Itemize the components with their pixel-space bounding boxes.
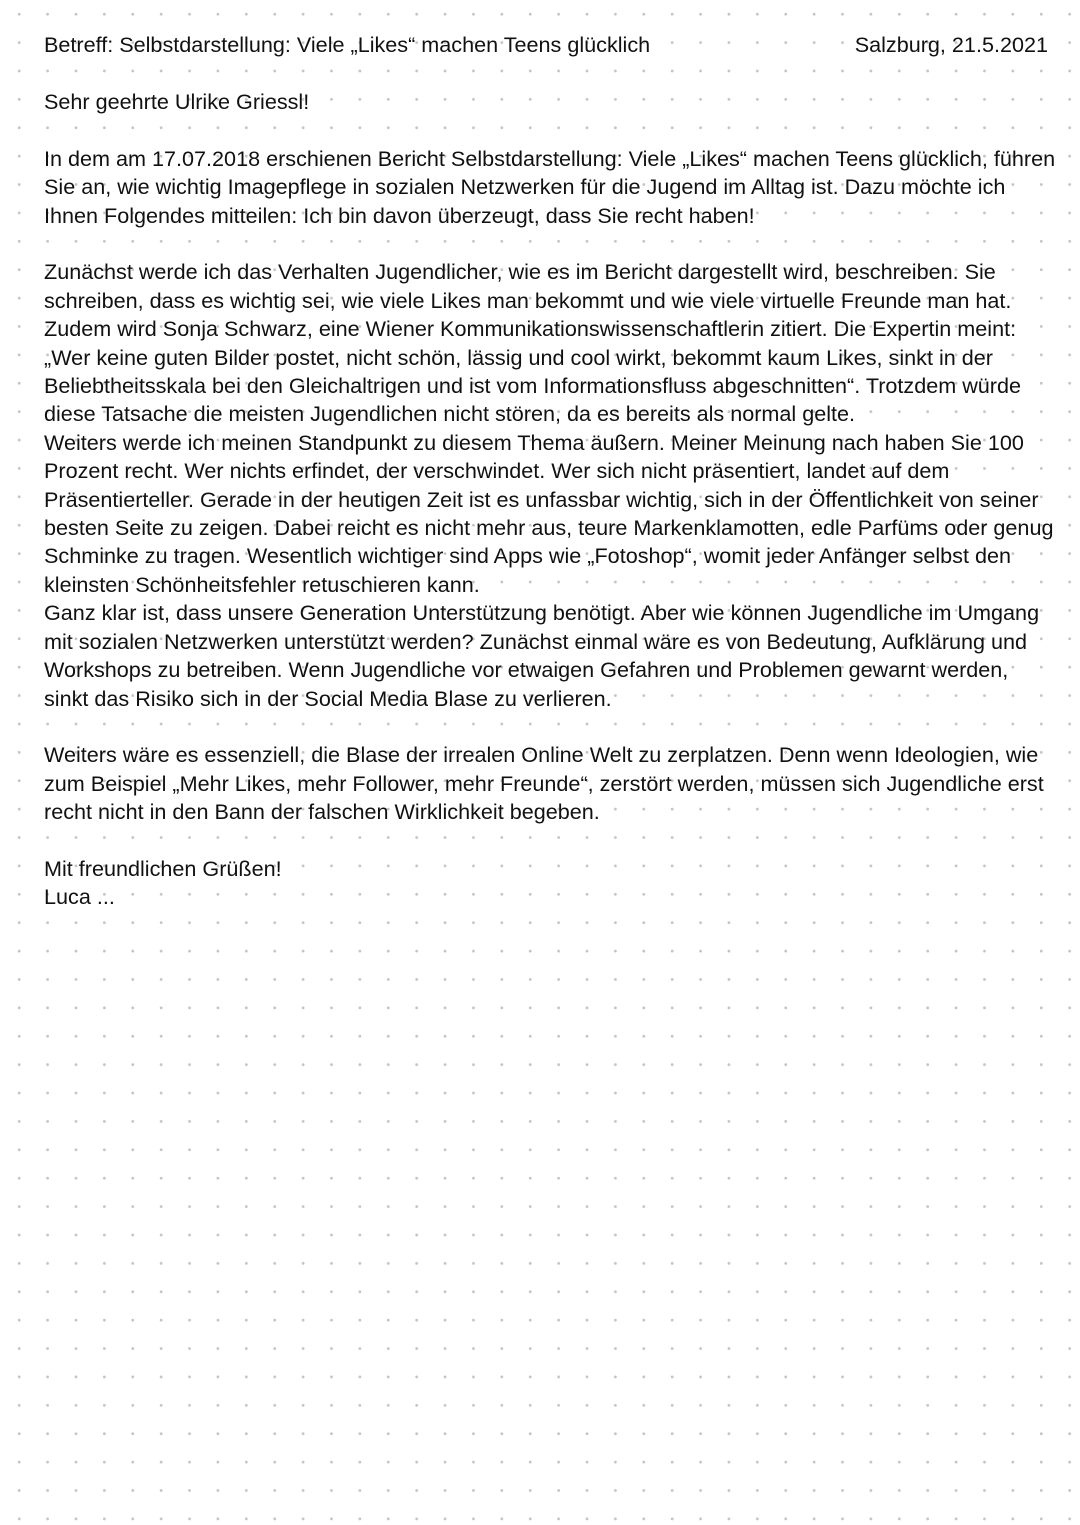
signature: Luca ... bbox=[44, 884, 115, 910]
paragraph-gap bbox=[44, 116, 1056, 144]
paragraph-intro: In dem am 17.07.2018 erschienen Bericht Selbstdarstellung: Viele „Likes“ machen Teens glücklich, führen Sie an, wie wichtig Imagepflege in sozialen Netzwerken für die Jugend im Alltag ist. Dazu möchte ich Ihnen Folgendes mitteilen: Ich bin davon überzeugt, dass Sie recht haben! bbox=[44, 145, 1056, 228]
paragraph-gap bbox=[44, 827, 1056, 855]
paragraph-gap bbox=[44, 713, 1056, 741]
paragraph-summary: Zunächst werde ich das Verhalten Jugendlicher, wie es im Bericht dargestellt wird, beschreiben. Sie schreiben, dass es wichtig sei, wie viele Likes man bekommt und wie viele virtuelle Freunde man hat. Zudem wird Sonja Schwarz, eine Wiener Kommunikationswissenschaftlerin zitiert. Die Expertin meint: „Wer keine guten Bilder postet, nicht schön, lässig und cool wirkt, bekommt kaum Likes, sinkt in der Beliebtheitsskala bei den Gleichaltrigen und ist vom Informationsfluss abgeschnitten“. Trotzdem würde diese Tatsache die meisten Jugendlichen nicht stören, da es bereits als normal gelte. bbox=[44, 259, 1022, 427]
place-date: Salzburg, 21.5.2021 bbox=[854, 32, 1048, 57]
letter-body bbox=[44, 88, 1056, 912]
paragraph-opinion: Weiters werde ich meinen Standpunkt zu diesem Thema äußern. Meiner Meinung nach haben Sie 100 Prozent recht. Wer nichts erfindet, der verschwindet. Wer sich nicht präsentiert, landet auf dem Präsentierteller. Gerade in der heutigen Zeit ist es unfassbar wichtig, sich in der Öffentlichkeit von seiner besten Seite zu zeigen. Dabei reicht es nicht mehr aus, teure Markenklamotten, edle Parfüms oder genug Schminke zu tragen. Wesentlich wichtiger sind Apps wie „Fotoshop“, womit jeder Anfänger selbst den kleinsten Schönheitsfehler retuschieren kann. bbox=[44, 429, 1054, 597]
subject-line: Betreff: Selbstdarstellung: Viele „Likes“ machen Teens glücklich bbox=[44, 32, 651, 57]
salutation: Sehr geehrte Ulrike Griessl! bbox=[44, 89, 310, 114]
paragraph-conclusion: Weiters wäre es essenziell, die Blase der irrealen Online Welt zu zerplatzen. Denn wenn Ideologien, wie zum Beispiel „Mehr Likes, mehr Follower, mehr Freunde“, zerstört werden, müssen sich Jugendliche erst recht nicht in den Bann der falschen Wirklichkeit begeben. bbox=[44, 742, 1044, 825]
paragraph-support: Ganz klar ist, dass unsere Generation Unterstützung benötigt. Aber wie können Jugendliche im Umgang mit sozialen Netzwerken unterstützt werden? Zunächst einmal wäre es von Bedeutung, Aufklärung und Workshops zu betreiben. Wenn Jugendliche vor etwaigen Gefahren und Problemen gewarnt werden, sinkt das Risiko sich in der Social Media Blase zu verlieren. bbox=[44, 600, 1040, 711]
closing: Mit freundlichen Grüßen! bbox=[44, 855, 282, 881]
paragraph-gap bbox=[44, 230, 1056, 258]
letter-header bbox=[44, 31, 1048, 59]
